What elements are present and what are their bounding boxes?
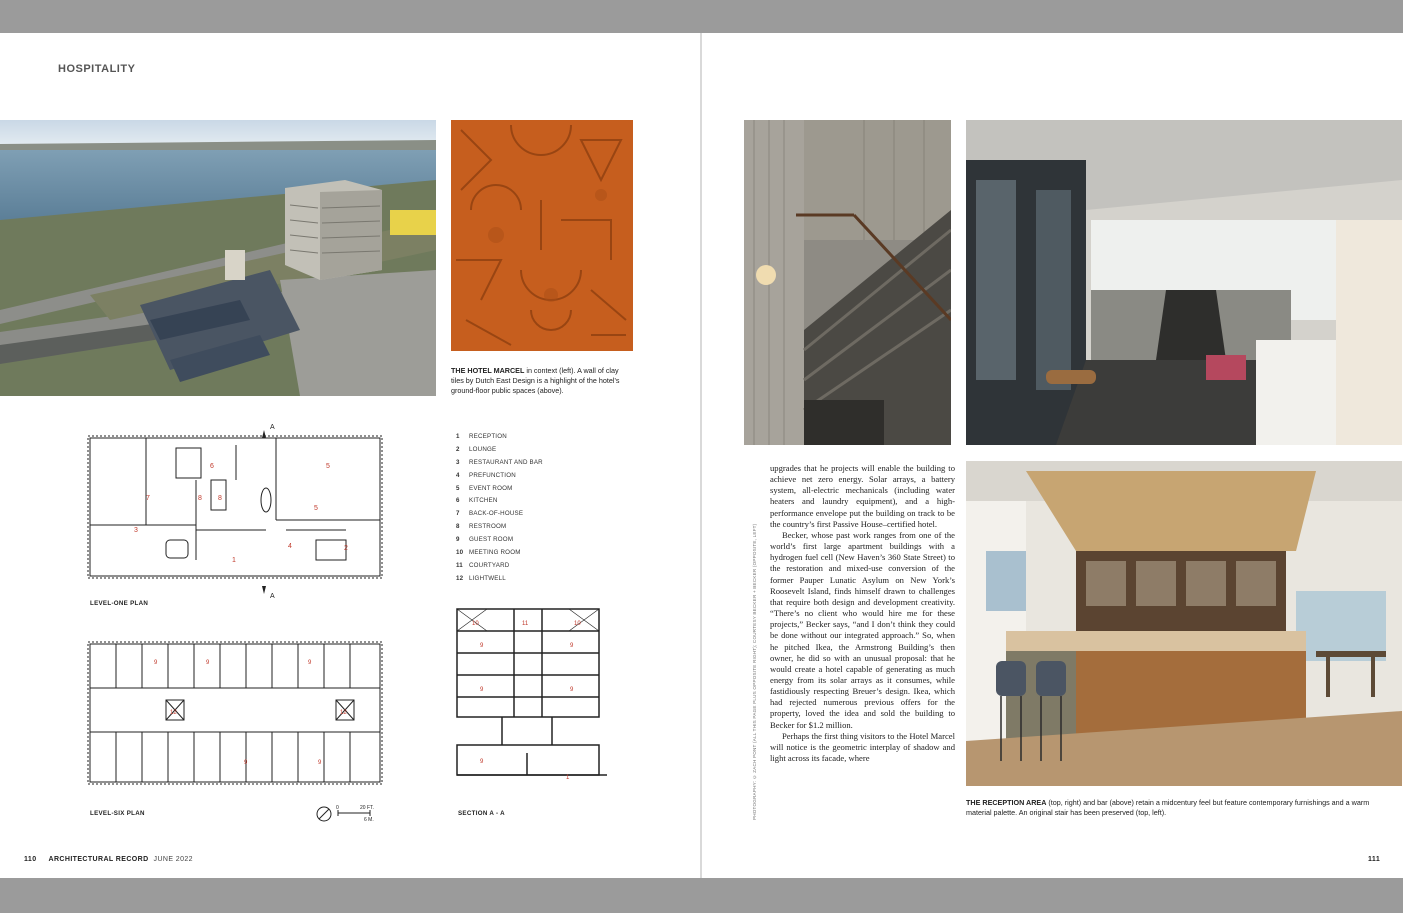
legend-label: LOUNGE	[469, 445, 497, 453]
level-one-plan	[86, 420, 390, 600]
legend-number: 3	[456, 458, 460, 466]
room-number: 1	[566, 775, 570, 781]
legend-label: MEETING ROOM	[469, 548, 521, 556]
room-number: 9	[318, 760, 322, 766]
north-arrow-icon	[316, 806, 332, 822]
right-caption-lead: THE RECEPTION AREA	[966, 798, 1047, 807]
left-folio	[24, 856, 193, 863]
legend-item	[456, 533, 606, 546]
section-label-aa: SECTION A - A	[458, 810, 505, 817]
legend-number: 9	[456, 536, 460, 544]
aerial-photo	[0, 120, 436, 396]
legend-label: PREFUNCTION	[469, 471, 516, 479]
stair-photo	[744, 120, 951, 445]
room-number: 12	[340, 710, 347, 716]
legend-label: EVENT ROOM	[469, 484, 513, 492]
legend-number: 12	[456, 574, 464, 582]
legend-item	[456, 430, 606, 443]
room-number: 9	[570, 687, 574, 693]
room-number: 3	[134, 527, 138, 534]
section-drawing	[452, 605, 612, 795]
body-paragraph: Becker, whose past work ranges from one of the world’s first large apartment buildings with a hydrogen fuel cell (New Haven’s 360 State Street) to the restoration and mixed-use conversion of the former Pauper Lunatic Asylum on New York’s Roosevelt Island, finds himself drawn to challenges that require both design and development creativity. “There’s no client who would hire me for these projects,” Becker says, “and I don’t think they could be done without our integrated approach.” So, when he pitched Ikea, the Armstrong Building’s then owner, he did so with an unusual proposal: that he would create a hotel capable of generating as much energy from its solar arrays as it consumes, while fastidiously respecting Breuer’s design. Ikea, which had rejected numerous previous offers for the property, loved the idea and sold the building to Becker for $1.2 million.	[770, 529, 955, 730]
room-number: 12	[170, 710, 177, 716]
bar-photo	[966, 461, 1402, 786]
room-number: 6	[210, 463, 214, 470]
right-page-number: 111	[1368, 856, 1381, 863]
section-label: HOSPITALITY	[58, 63, 136, 75]
room-number: 11	[522, 621, 529, 627]
legend-number: 1	[456, 432, 460, 440]
page-gutter	[700, 33, 702, 878]
legend-label: LIGHTWELL	[469, 574, 506, 582]
legend-item	[456, 507, 606, 520]
legend-label: RECEPTION	[469, 432, 507, 440]
legend-label: GUEST ROOM	[469, 536, 514, 544]
body-paragraph: upgrades that he projects will enable the building to achieve net zero energy. Solar arrays, a battery system, all-electric mechanicals (including water heaters and laundry equipment), and a high-performance envelope put the building on track to be the country’s first Passive House–certified hotel.	[770, 463, 955, 529]
legend-number: 10	[456, 548, 464, 556]
article-body	[770, 463, 955, 764]
legend-item	[456, 456, 606, 469]
legend-number: 11	[456, 561, 463, 569]
scale-m: 6 M.	[364, 817, 374, 823]
legend-number: 2	[456, 445, 460, 453]
room-number: 9	[308, 660, 312, 666]
left-caption-lead: THE HOTEL MARCEL	[451, 366, 525, 375]
legend-number: 6	[456, 497, 460, 505]
legend-item	[456, 482, 606, 495]
right-photo-caption	[966, 798, 1376, 818]
scale-bar	[336, 803, 386, 823]
legend-label: RESTAURANT AND BAR	[469, 458, 543, 466]
plan-legend	[456, 430, 606, 585]
room-number: 9	[206, 660, 210, 666]
room-number: 10	[472, 621, 479, 627]
room-number: 5	[314, 505, 318, 512]
legend-number: 4	[456, 471, 460, 479]
legend-item	[456, 546, 606, 559]
left-photo-caption	[451, 366, 633, 396]
legend-label: KITCHEN	[469, 497, 498, 505]
level-six-plan	[86, 640, 390, 790]
section-marker-bottom: A	[270, 593, 275, 600]
body-paragraph: Perhaps the first thing visitors to the Hotel Marcel will notice is the geometric interplay of shadow and light across its facade, where	[770, 730, 955, 764]
clay-tile-wall-photo	[451, 120, 633, 351]
issue-date: JUNE 2022	[153, 856, 193, 863]
room-number: 9	[570, 643, 574, 649]
room-number: 8	[218, 495, 222, 502]
legend-item	[456, 559, 606, 572]
room-number: 9	[480, 687, 484, 693]
reception-photo	[966, 120, 1402, 445]
legend-label: RESTROOM	[469, 523, 507, 531]
room-number: 9	[480, 643, 484, 649]
left-caption-text: in context (left). A wall of clay tiles by Dutch East Design is a highlight of the hotel’s ground-floor public spaces (above).	[451, 366, 620, 395]
right-folio	[1368, 856, 1392, 863]
magazine-name: ARCHITECTURAL RECORD	[48, 856, 149, 863]
room-number: 9	[480, 759, 484, 765]
room-number: 5	[326, 463, 330, 470]
level-six-plan-label: LEVEL-SIX PLAN	[90, 810, 145, 817]
photo-credit: PHOTOGRAPHY: © ZACH PONT (ALL THIS PAGE PLUS OPPOSITE RIGHT); COURTESY BECKER + BECKER (OPPOSITE, LEFT)	[752, 523, 757, 820]
room-number: 9	[244, 760, 248, 766]
legend-number: 8	[456, 523, 460, 531]
scale-ft: 20 FT.	[360, 805, 374, 811]
room-number: 4	[288, 543, 292, 550]
legend-label: BACK-OF-HOUSE	[469, 510, 524, 518]
legend-item	[456, 469, 606, 482]
section-marker-top: A	[270, 424, 275, 431]
right-caption-text: (top, right) and bar (above) retain a midcentury feel but feature contemporary furnishings and a warm material palette. An original stair has been preserved (top, left).	[966, 798, 1370, 817]
room-number: 10	[574, 621, 581, 627]
room-number: 8	[198, 495, 202, 502]
level-one-plan-label: LEVEL-ONE PLAN	[90, 600, 149, 607]
legend-label: COURTYARD	[469, 561, 510, 569]
room-number: 9	[154, 660, 158, 666]
legend-item	[456, 494, 606, 507]
legend-item	[456, 520, 606, 533]
scale-zero: 0	[336, 805, 339, 811]
legend-item	[456, 572, 606, 585]
legend-number: 7	[456, 510, 460, 518]
legend-item	[456, 443, 606, 456]
left-page-number: 110	[24, 856, 37, 863]
legend-number: 5	[456, 484, 460, 492]
room-number: 7	[146, 495, 150, 502]
room-number: 2	[344, 545, 348, 552]
room-number: 1	[232, 557, 236, 564]
